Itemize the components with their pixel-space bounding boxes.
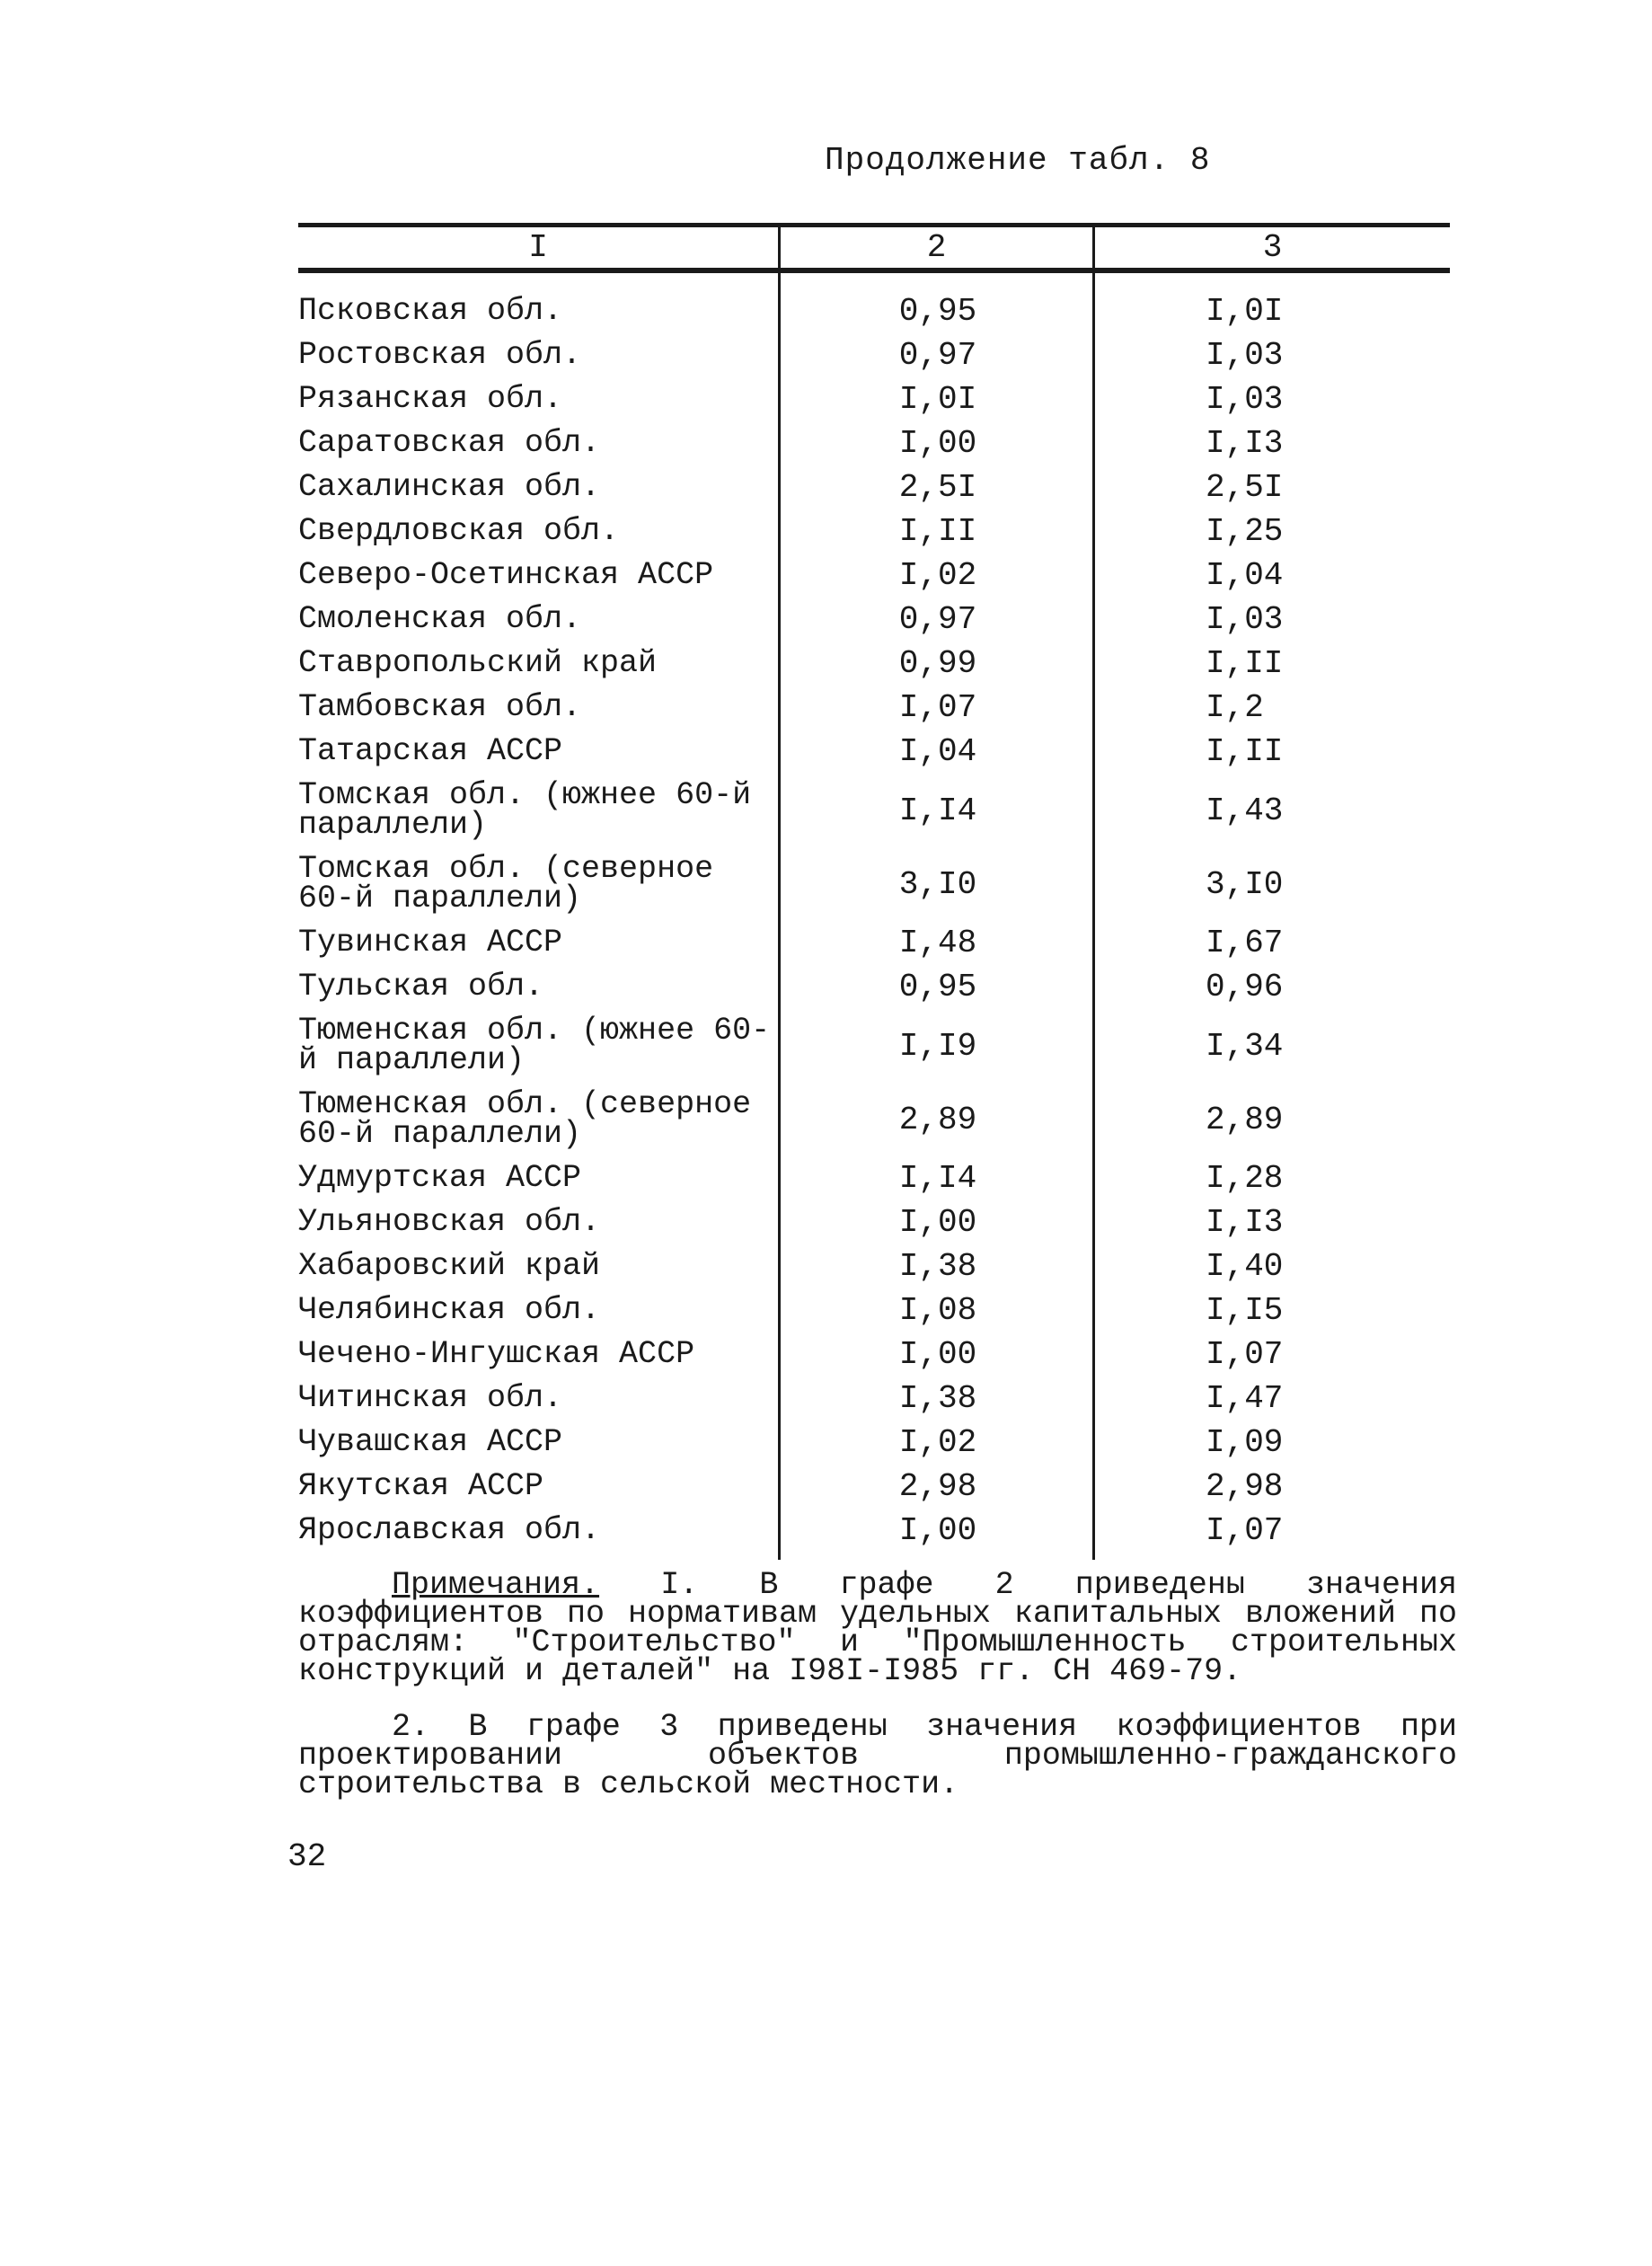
region-cell: Удмуртская АССР (298, 1160, 582, 1196)
region-cell: Чувашская АССР (298, 1424, 563, 1460)
table-row (298, 1332, 1450, 1376)
table-row (298, 509, 1450, 553)
column-3-value: 2,5I (1206, 469, 1284, 506)
column-3-value: I,07 (1206, 1512, 1284, 1549)
region-cell: Татарская АССР (298, 733, 563, 769)
column-2-value: I,I4 (898, 792, 977, 829)
column-3-value: I,34 (1206, 1027, 1284, 1065)
note-1-text: I. В графе 2 приведены значения коэффициентов по нормативам удельных капитальных вложений по отраслям: "Строительство" и "Промышленность строительных конструкций и деталей" на I98I-I985 гг. СН 469-79. (298, 1567, 1457, 1689)
column-3-value: I,09 (1206, 1424, 1284, 1461)
column-3-value: I,25 (1206, 513, 1284, 550)
column-2-value: 0,95 (898, 969, 977, 1005)
table-row (298, 1009, 1450, 1083)
column-3-value: I,03 (1206, 337, 1284, 374)
region-cell: Смоленская обл. (298, 601, 582, 637)
column-2-value: I,0I (898, 381, 977, 418)
region-cell: Свердловская обл. (298, 513, 620, 549)
column-3-value: 2,89 (1206, 1101, 1284, 1138)
column-3-value: I,II (1206, 645, 1284, 682)
column-3-value: I,03 (1206, 601, 1284, 638)
region-cell: Тульская обл. (298, 969, 544, 1005)
table-row (298, 1288, 1450, 1332)
region-cell: Тамбовская обл. (298, 689, 582, 725)
table-top-rule (298, 223, 1450, 227)
table-row (298, 597, 1450, 642)
column-2-value: I,00 (898, 1512, 977, 1549)
table-row (298, 465, 1450, 509)
column-3-value: I,47 (1206, 1380, 1284, 1417)
column-2-value: I,48 (898, 925, 977, 961)
table-body (298, 289, 1450, 1553)
region-cell: Саратовская обл. (298, 425, 601, 461)
column-3-value: I,43 (1206, 792, 1284, 829)
region-cell: Сахалинская обл. (298, 469, 601, 505)
table-row (298, 1465, 1450, 1509)
column-3-value: I,67 (1206, 925, 1284, 961)
region-cell: Челябинская обл. (298, 1292, 601, 1328)
column-3-value: I,03 (1206, 381, 1284, 418)
table-row (298, 1376, 1450, 1421)
table-caption: Продолжение табл. 8 (825, 142, 1211, 179)
notes (298, 1567, 1457, 1826)
region-cell: Ставропольский край (298, 645, 658, 681)
column-2-value: I,38 (898, 1248, 977, 1285)
region-cell: Ярославская обл. (298, 1512, 601, 1548)
column-3-value: I,2 (1206, 689, 1264, 726)
table-row (298, 1083, 1450, 1156)
column-3-value: 3,I0 (1206, 865, 1284, 903)
notes-heading: Примечания. (392, 1567, 600, 1603)
column-2-value: 2,98 (898, 1468, 977, 1505)
column-2-value: I,08 (898, 1292, 977, 1329)
column-header-1: I (528, 229, 548, 266)
column-3-value: I,04 (1206, 557, 1284, 594)
column-2-value: 0,97 (898, 601, 977, 638)
column-2-value: I,II (898, 513, 977, 550)
column-2-value: 0,95 (898, 293, 977, 330)
table-row (298, 289, 1450, 333)
column-2-value: 2,89 (898, 1101, 977, 1138)
note-1 (298, 1567, 1457, 1689)
column-3-value: I,II (1206, 733, 1284, 770)
table-row (298, 553, 1450, 597)
table-row (298, 642, 1450, 686)
table-header-rule (298, 268, 1450, 273)
table-row (298, 965, 1450, 1009)
column-2-value: I,04 (898, 733, 977, 770)
region-cell: Чечено-Ингушская АССР (298, 1336, 695, 1372)
column-3-value: I,07 (1206, 1336, 1284, 1373)
column-2-value: I,00 (898, 425, 977, 462)
column-2-value: I,I9 (898, 1027, 977, 1065)
table-row (298, 1200, 1450, 1244)
table-row (298, 1244, 1450, 1288)
column-3-value: I,I3 (1206, 425, 1284, 462)
table-row (298, 847, 1450, 921)
region-cell: Томская обл. (северное 60-й параллели) (298, 851, 714, 916)
table-row (298, 774, 1450, 847)
region-cell: Тувинская АССР (298, 925, 563, 960)
column-header-2: 2 (926, 229, 947, 266)
table-row (298, 377, 1450, 421)
region-cell: Хабаровский край (298, 1248, 601, 1284)
column-header-3: 3 (1262, 229, 1283, 266)
column-2-value: I,07 (898, 689, 977, 726)
column-3-value: I,28 (1206, 1160, 1284, 1197)
table-row (298, 1156, 1450, 1200)
table-row (298, 921, 1450, 965)
column-2-value: I,02 (898, 1424, 977, 1461)
region-cell: Томская обл. (южнее 60-й параллели) (298, 777, 752, 843)
table-row (298, 333, 1450, 377)
region-cell: Якутская АССР (298, 1468, 544, 1504)
column-2-value: I,00 (898, 1204, 977, 1241)
table-row (298, 1509, 1450, 1553)
page-number: 32 (287, 1838, 327, 1875)
column-3-value: I,I5 (1206, 1292, 1284, 1329)
column-3-value: I,40 (1206, 1248, 1284, 1285)
note-2: 2. В графе 3 приведены значения коэффициентов при проектировании объектов промышленно-гражданского строительства в сельской местности. (298, 1709, 1457, 1802)
column-2-value: I,38 (898, 1380, 977, 1417)
column-3-value: I,0I (1206, 293, 1284, 330)
table-row (298, 686, 1450, 730)
column-2-value: I,00 (898, 1336, 977, 1373)
region-cell: Тюменская обл. (южнее 60-й параллели) (298, 1013, 771, 1078)
column-3-value: I,I3 (1206, 1204, 1284, 1241)
region-cell: Читинская обл. (298, 1380, 563, 1416)
column-2-value: I,I4 (898, 1160, 977, 1197)
column-3-value: 2,98 (1206, 1468, 1284, 1505)
column-2-value: 0,97 (898, 337, 977, 374)
region-cell: Северо-Осетинская АССР (298, 557, 714, 593)
region-cell: Рязанская обл. (298, 381, 563, 417)
region-cell: Псковская обл. (298, 293, 563, 329)
table-row (298, 421, 1450, 465)
column-3-value: 0,96 (1206, 969, 1284, 1005)
column-2-value: 3,I0 (898, 865, 977, 903)
table-row (298, 1421, 1450, 1465)
region-cell: Ульяновская обл. (298, 1204, 601, 1240)
column-2-value: I,02 (898, 557, 977, 594)
region-cell: Ростовская обл. (298, 337, 582, 373)
column-2-value: 2,5I (898, 469, 977, 506)
column-2-value: 0,99 (898, 645, 977, 682)
region-cell: Тюменская обл. (северное 60-й параллели) (298, 1086, 752, 1152)
table-row (298, 730, 1450, 774)
